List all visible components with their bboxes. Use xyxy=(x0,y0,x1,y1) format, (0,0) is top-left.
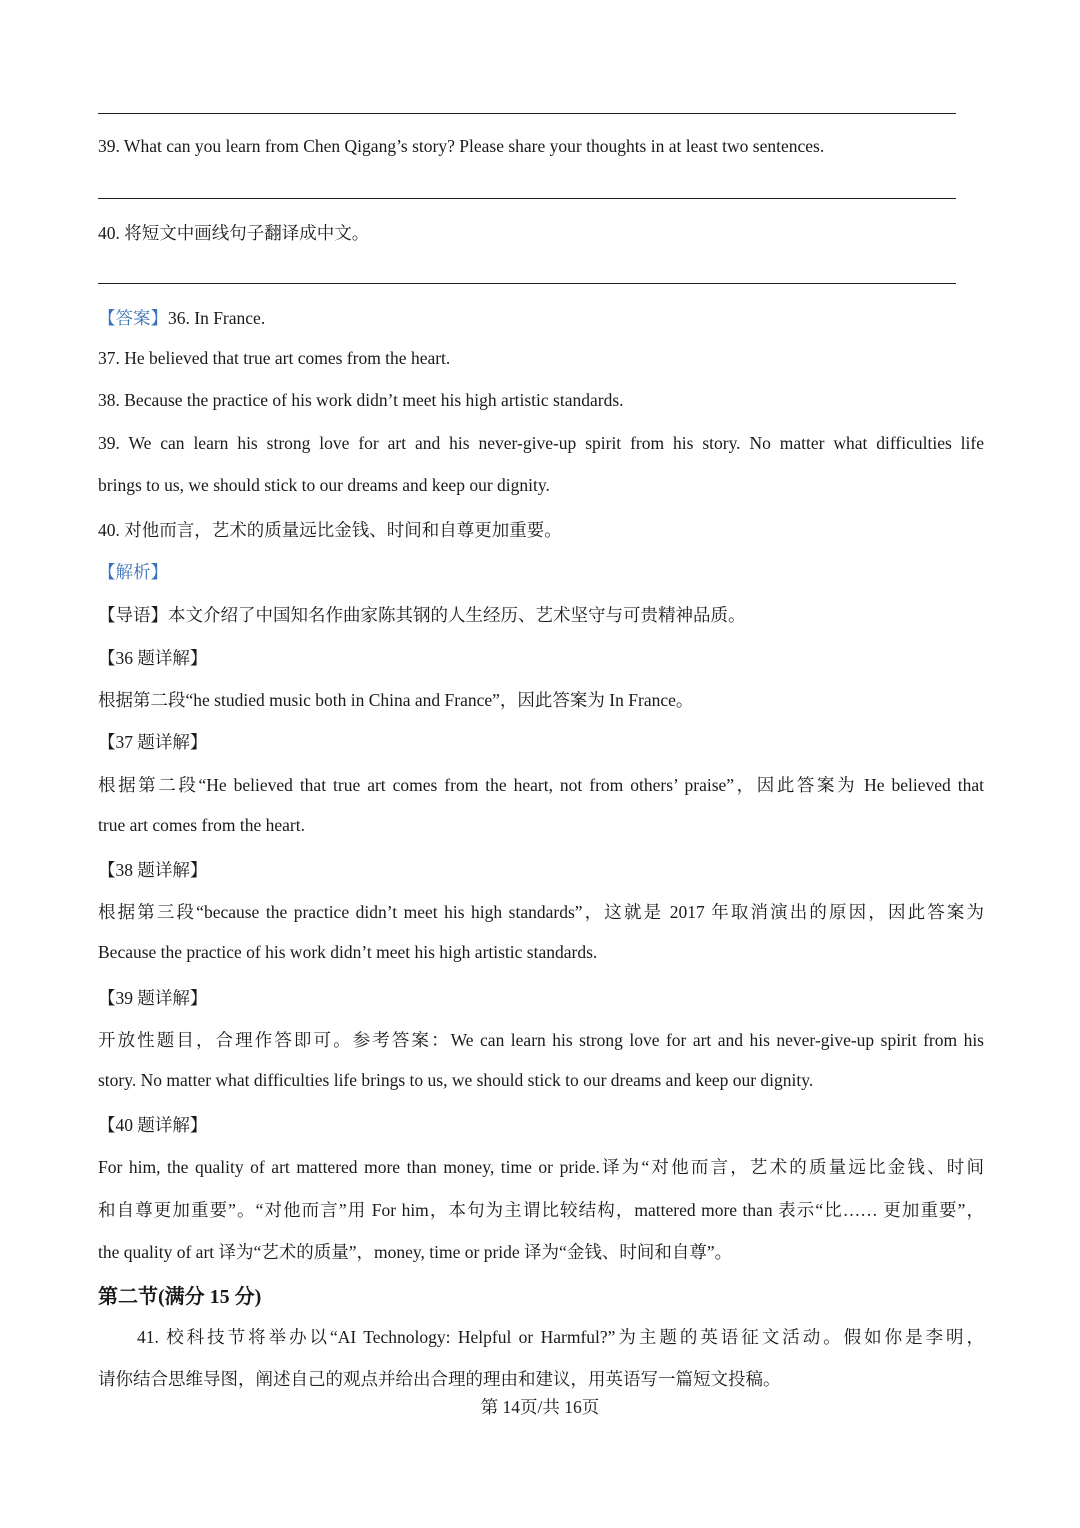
detail-36-text: 根据第二段“he studied music both in China and France”，因此答案为 In France。 xyxy=(98,690,694,710)
detail-40-title: 【40 题详解】 xyxy=(98,1115,208,1135)
answer-39-line1: 39. We can learn his strong love for art and his never-give-up spirit from his story. No matter what difficulties life xyxy=(98,433,984,453)
question-40: 40. 将短文中画线句子翻译成中文。 xyxy=(98,223,370,243)
answer-tag: 【答案】 xyxy=(98,308,168,328)
answer-38: 38. Because the practice of his work didn’t meet his high artistic standards. xyxy=(98,390,624,410)
detail-40-line1: For him, the quality of art mattered more than money, time or pride.译为“对他而言，艺术的质量远比金钱、时间 xyxy=(98,1157,984,1177)
section-2-heading: 第二节(满分 15 分) xyxy=(98,1286,262,1308)
question-41-line2: 请你结合思维导图，阐述自己的观点并给出合理的理由和建议，用英语写一篇短文投稿。 xyxy=(98,1369,781,1389)
detail-38-line1: 根据第三段“because the practice didn’t meet his high standards”，这就是 2017 年取消演出的原因，因此答案为 xyxy=(98,902,984,922)
detail-40-line3: the quality of art 译为“艺术的质量”，money, time or pride 译为“金钱、时间和自尊”。 xyxy=(98,1242,733,1262)
answer-39-line2: brings to us, we should stick to our dreams and keep our dignity. xyxy=(98,475,550,495)
detail-37-line2: true art comes from the heart. xyxy=(98,815,305,835)
detail-39-title: 【39 题详解】 xyxy=(98,988,208,1008)
answer-36-line xyxy=(98,305,265,330)
detail-37-line1: 根据第二段“He believed that true art comes from the heart, not from others’ praise”，因此答案为 He believed that xyxy=(98,775,984,795)
detail-38-title: 【38 题详解】 xyxy=(98,860,208,880)
detail-39-line2: story. No matter what difficulties life brings to us, we should stick to our dreams and keep our dignity. xyxy=(98,1070,814,1090)
question-39: 39. What can you learn from Chen Qigang’s story? Please share your thoughts in at least two sentences. xyxy=(98,136,825,156)
analysis-intro: 【导语】本文介绍了中国知名作曲家陈其钢的人生经历、艺术坚守与可贵精神品质。 xyxy=(98,605,746,625)
answer-40: 40. 对他而言，艺术的质量远比金钱、时间和自尊更加重要。 xyxy=(98,520,562,540)
detail-36-title: 【36 题详解】 xyxy=(98,648,208,668)
page-number: 第 14页/共 16页 xyxy=(480,1397,600,1417)
detail-39-line1: 开放性题目，合理作答即可。参考答案：We can learn his strong love for art and his never-give-up spirit from his xyxy=(98,1030,984,1050)
analysis-tag: 【解析】 xyxy=(98,562,168,582)
answer-36: 36. In France. xyxy=(168,308,266,328)
answer-blank-line-40 xyxy=(98,283,956,284)
answer-blank-line-38 xyxy=(98,113,956,114)
answer-blank-line-39 xyxy=(98,198,956,199)
detail-37-title: 【37 题详解】 xyxy=(98,732,208,752)
detail-38-line2: Because the practice of his work didn’t meet his high artistic standards. xyxy=(98,942,598,962)
detail-40-line2: 和自尊更加重要”。“对他而言”用 For him，本句为主谓比较结构，mattered more than 表示“比…… 更加重要”， xyxy=(98,1200,984,1220)
question-41-line1: 41. 校科技节将举办以“AI Technology: Helpful or Harmful?”为主题的英语征文活动。假如你是李明， xyxy=(137,1327,984,1347)
answer-37: 37. He believed that true art comes from the heart. xyxy=(98,348,451,368)
